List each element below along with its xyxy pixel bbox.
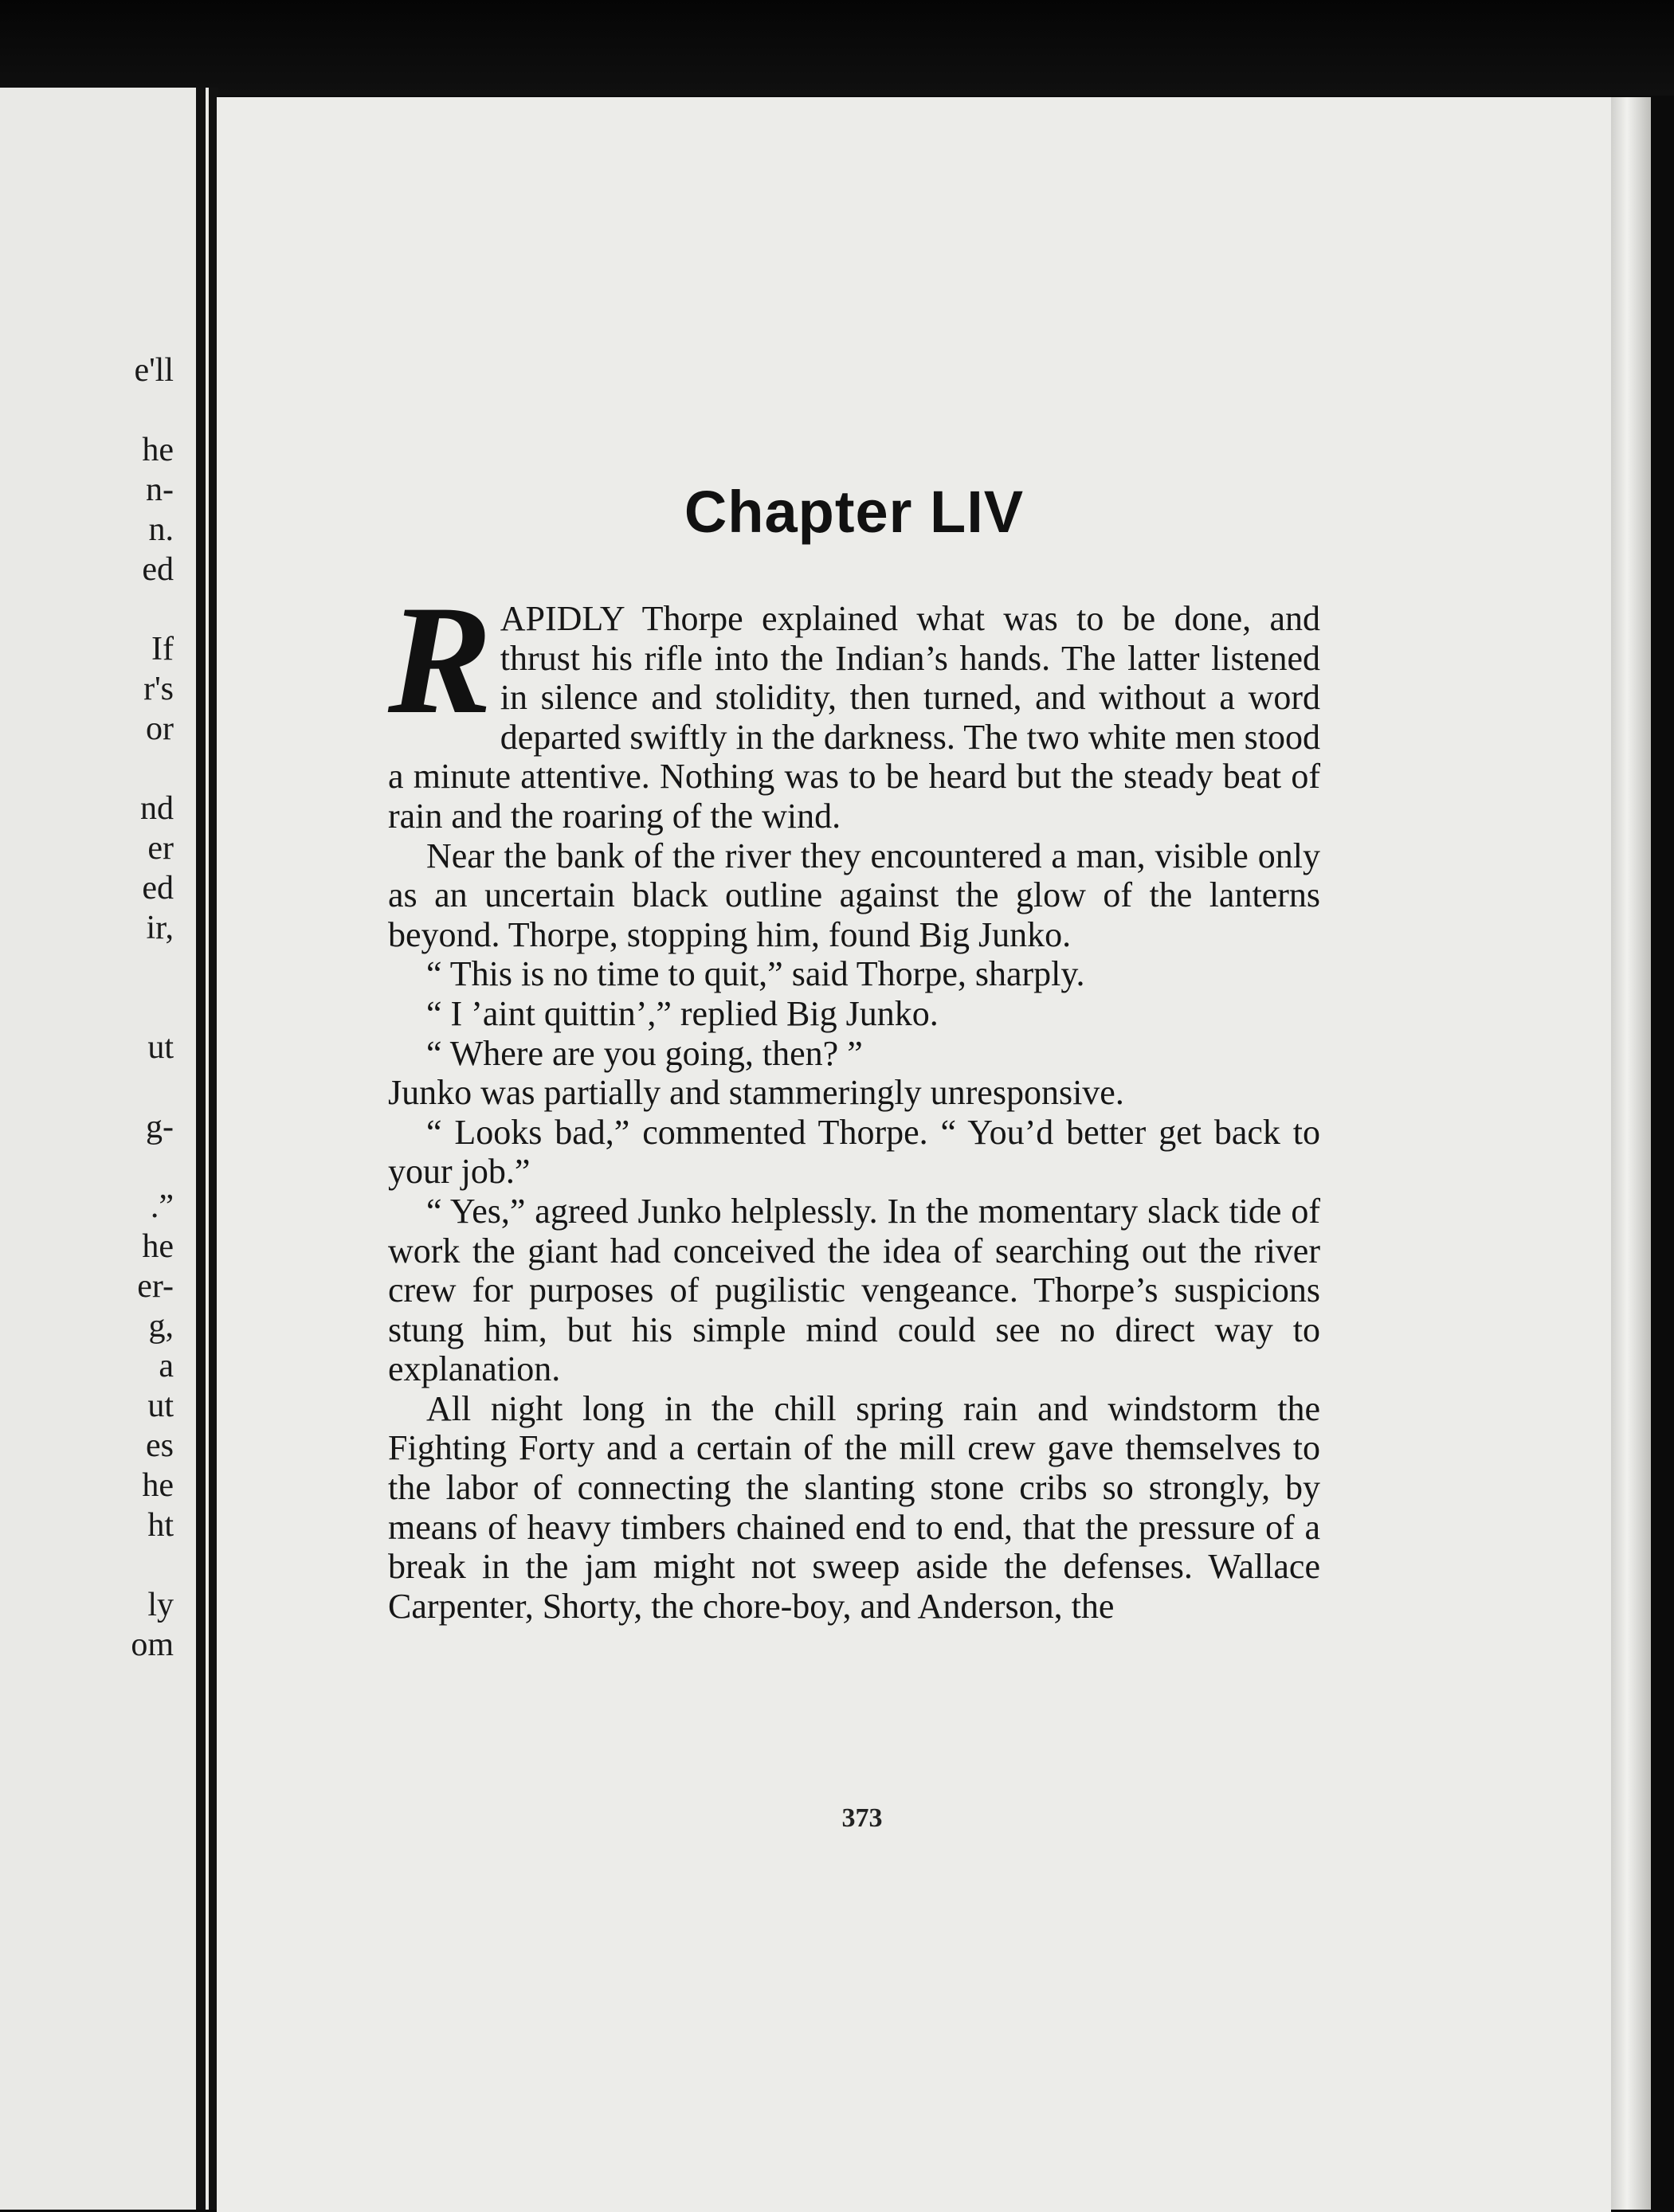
right-page-edge <box>1611 97 1651 2210</box>
left-fragment-line: g, <box>148 1308 174 1345</box>
page-number: 373 <box>841 1803 883 1833</box>
left-fragment-line: ir, <box>146 910 174 946</box>
left-fragment-line <box>54 589 174 629</box>
left-fragment-line <box>54 1545 174 1585</box>
left-fragment-line <box>54 749 174 789</box>
left-fragment-line: g- <box>146 1109 174 1145</box>
paragraph-3: “ This is no time to quit,” said Thorpe, sharply. <box>426 954 1085 994</box>
paragraph-5: “ Where are you going, then? ” <box>426 1033 863 1073</box>
paragraph-1 <box>388 574 1320 836</box>
left-fragment-line: nd <box>140 790 174 827</box>
body-text <box>388 574 1320 1626</box>
left-fragment-line: he <box>142 1228 174 1265</box>
left-fragment-line: ly <box>147 1587 174 1623</box>
left-fragment-line: er- <box>137 1268 174 1305</box>
drop-cap: R <box>388 574 492 746</box>
left-fragment-line: r's <box>143 671 174 707</box>
left-page <box>0 88 209 2210</box>
paragraph-4: “ I ’aint quittin’,” replied Big Junko. <box>426 993 939 1033</box>
left-fragment-line: ut <box>147 1029 174 1066</box>
left-fragment-line: he <box>142 1467 174 1504</box>
paragraph-6: Junko was partially and stammeringly unresponsive. <box>388 1073 1124 1113</box>
left-fragment-line <box>54 1067 174 1107</box>
paragraph-9: All night long in the chill spring rain and windstorm the Fighting Forty and a certain of the mill crew gave themselves to the labor of connecting the slanting stone cribs so strongly, by means of heavy timbers chained end to end, that the pressure of a break in the jam might not sweep aside the defenses. Wallace Carpenter, Shorty, the chore-boy, and Anderson, the <box>388 1388 1320 1626</box>
left-page-text-fragments <box>54 350 174 1665</box>
left-fragment-line: If <box>151 631 174 668</box>
left-fragment-line: .” <box>150 1188 174 1225</box>
left-fragment-line <box>54 988 174 1028</box>
left-fragment-line: es <box>146 1427 174 1464</box>
left-fragment-line: a <box>159 1348 174 1384</box>
paragraph-2: Near the bank of the river they encountered a man, visible only as an uncertain black outline against the glow of the lanterns beyond. Thorpe, stopping him, found Big Junko. <box>388 836 1320 954</box>
left-fragment-line: n- <box>146 472 174 508</box>
left-fragment-line <box>54 1147 174 1187</box>
paragraph-8: “ Yes,” agreed Junko helplessly. In the momentary slack tide of work the giant had conceived the idea of searching out the river crew for purposes of pugilistic vengeance. Thorpe’s suspicions stung him, but his simple mind could see no direct way to explanation. <box>388 1191 1320 1389</box>
left-fragment-line: ed <box>142 551 174 588</box>
paragraph-7: “ Looks bad,” commented Thorpe. “ You’d better get back to your job.” <box>388 1112 1320 1192</box>
chapter-title: Chapter LIV <box>684 479 1025 545</box>
left-fragment-line: ut <box>147 1388 174 1424</box>
left-fragment-line: e'll <box>134 352 174 389</box>
left-page-edge <box>196 88 206 2210</box>
paragraph-1-text: APIDLY Thorpe explained what was to be done, and thrust his rifle into the Indian’s hands. The latter listened in silence and stolidity, then turned, and without a word departed swiftly in the darkness. The two white men stood a minute attentive. Nothing was to be heard but the steady beat of rain and the roaring of the wind. <box>388 599 1320 836</box>
left-fragment-line <box>54 948 174 988</box>
left-fragment-line <box>54 390 174 430</box>
left-fragment-line: he <box>142 432 174 468</box>
scan-top-border <box>0 0 1674 96</box>
left-fragment-line: om <box>131 1627 174 1663</box>
left-fragment-line: ht <box>147 1507 174 1544</box>
left-fragment-line: n. <box>148 511 174 548</box>
left-fragment-line: er <box>147 830 174 867</box>
left-fragment-line: or <box>146 711 174 747</box>
left-fragment-line: ed <box>142 870 174 906</box>
